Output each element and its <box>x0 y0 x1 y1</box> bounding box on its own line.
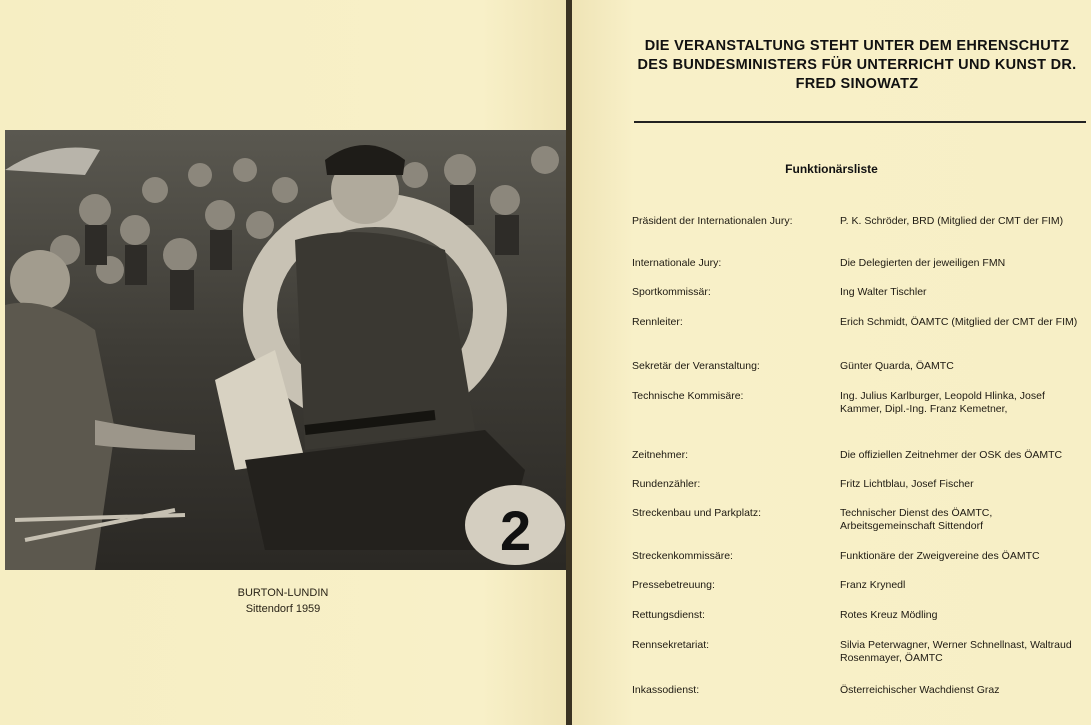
row-label: Rundenzähler: <box>632 478 701 490</box>
photo-caption <box>0 585 566 617</box>
row-value: Silvia Peterwagner, Werner Schnellnast, Waltraud Rosenmayer, ÖAMTC <box>840 639 1072 664</box>
row-label: Zeitnehmer: <box>632 449 689 461</box>
row-value: Fritz Lichtblau, Josef Fischer <box>840 478 974 490</box>
row-value: Rotes Kreuz Mödling <box>840 609 938 621</box>
row-label: Internationale Jury: <box>632 257 722 269</box>
row-value: Günter Quarda, ÖAMTC <box>840 360 954 372</box>
row-label: Inkassodienst: <box>632 684 700 696</box>
row-value: Österreichischer Wachdienst Graz <box>840 684 1000 696</box>
row-label: Streckenkommissäre: <box>632 550 733 562</box>
caption-line-1: BURTON-LUNDIN <box>237 587 329 599</box>
row-value: Erich Schmidt, ÖAMTC (Mitglied der CMT der FIM) <box>840 316 1078 328</box>
row-label: Rettungsdienst: <box>632 609 705 621</box>
row-value: Ing. Julius Karlburger, Leopold Hlinka, Josef Kammer, Dipl.-Ing. Franz Kemetner, <box>840 390 1045 415</box>
row-label: Rennleiter: <box>632 316 683 328</box>
row-value: Ing Walter Tischler <box>840 286 927 298</box>
row-value: Franz Krynedl <box>840 579 906 591</box>
caption-line-2: Sittendorf 1959 <box>245 603 321 615</box>
list-title: Funktionärsliste <box>785 162 878 176</box>
row-label: Rennsekretariat: <box>632 639 710 651</box>
row-value: Funktionäre der Zweigvereine des ÖAMTC <box>840 550 1040 562</box>
divider-rule <box>634 121 1086 123</box>
row-label: Pressebetreuung: <box>632 579 715 591</box>
right-page <box>572 0 1091 725</box>
row-value: Die Delegierten der jeweiligen FMN <box>840 257 1006 269</box>
row-value: Die offiziellen Zeitnehmer der OSK des ÖAMTC <box>840 449 1063 461</box>
row-label: Sekretär der Veranstaltung: <box>632 360 760 372</box>
race-photo-image <box>5 130 566 570</box>
row-label: Präsident der Internationalen Jury: <box>632 215 793 227</box>
row-label: Technische Kommisäre: <box>632 390 744 402</box>
row-value: Technischer Dienst des ÖAMTC, Arbeitsgemeinschaft Sittendorf <box>840 507 993 532</box>
row-value: P. K. Schröder, BRD (Mitglied der CMT der FIM) <box>840 215 1064 227</box>
race-photo <box>5 130 566 570</box>
svg-text:2: 2 <box>500 499 532 562</box>
row-label: Sportkommissär: <box>632 286 711 298</box>
headline: DIE VERANSTALTUNG STEHT UNTER DEM EHRENSCHUTZ DES BUNDESMINISTERS FÜR UNTERRICHT UND KUNST DR. FRED SINOWATZ <box>637 38 1077 92</box>
row-label: Streckenbau und Parkplatz: <box>632 507 761 519</box>
